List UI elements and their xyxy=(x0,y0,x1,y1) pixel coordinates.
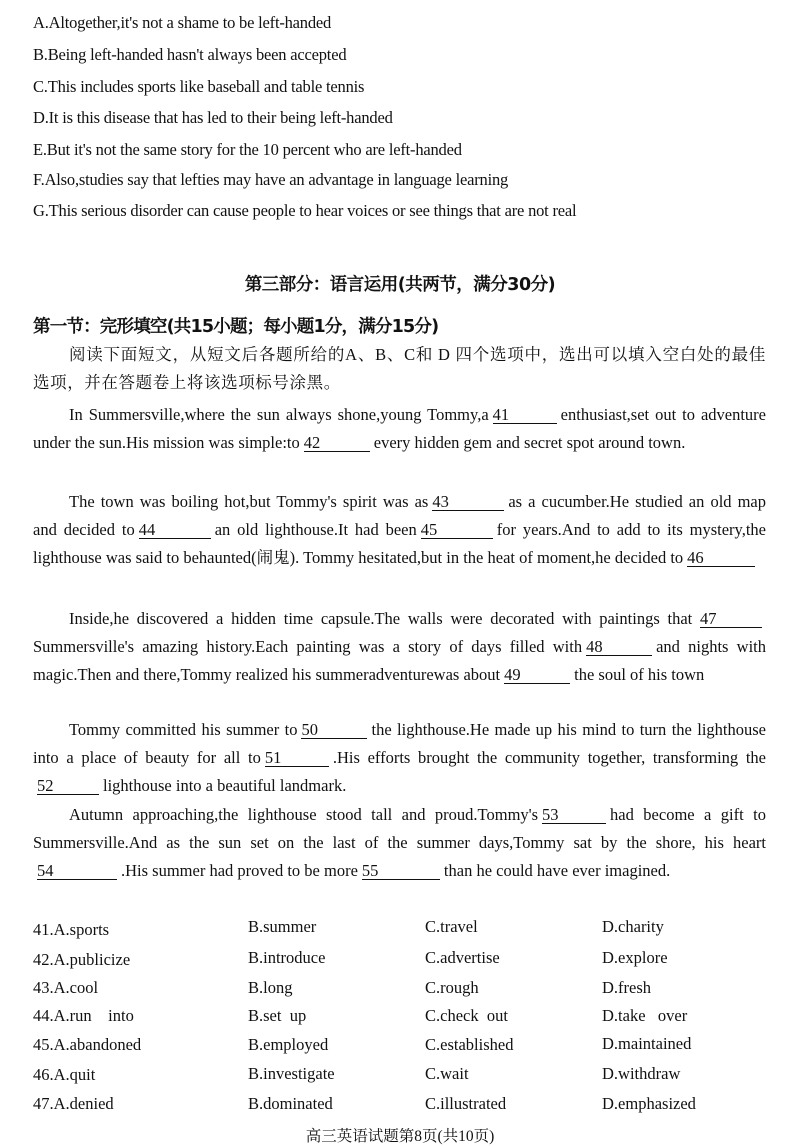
text: for years.And to add to its mystery,the lighthouse was said to behaunted(闹鬼). Tommy hesitated,but in the heat of moment,he decided to xyxy=(33,519,766,567)
choice-b: B.summer xyxy=(248,917,317,936)
text: as a cucumber.He studied an old map and decided to xyxy=(33,492,766,539)
passage-paragraph-2 xyxy=(33,488,766,571)
choice-b: B.introduce xyxy=(248,948,326,967)
blank-43: 43 xyxy=(432,493,504,511)
choice-row-44 xyxy=(0,1006,800,1030)
blank-54: 54 xyxy=(37,862,117,880)
blank-52: 52 xyxy=(37,777,99,795)
choice-a: 47.A.denied xyxy=(33,1094,114,1113)
choice-row-47 xyxy=(0,1094,800,1118)
choice-c: C.check out xyxy=(425,1006,508,1025)
choice-c: C.rough xyxy=(425,978,479,997)
text: .His efforts brought the community together, transforming the xyxy=(332,747,766,767)
choice-d: D.explore xyxy=(602,948,668,967)
choice-c: C.established xyxy=(425,1035,514,1054)
blank-51: 51 xyxy=(265,749,329,767)
blank-49: 49 xyxy=(504,666,570,684)
choice-d: D.emphasized xyxy=(602,1094,696,1113)
choice-b: B.set up xyxy=(248,1006,307,1025)
choice-d: D.take over xyxy=(602,1006,688,1025)
choice-row-46 xyxy=(0,1065,800,1089)
choice-a: 41.A.sports xyxy=(33,920,110,939)
option-e: E.But it's not the same story for the 10 percent who are left-handed xyxy=(33,140,462,159)
blank-44: 44 xyxy=(139,521,211,539)
choice-b: B.long xyxy=(248,978,293,997)
option-a: A.Altogether,it's not a shame to be left-handed xyxy=(33,13,332,32)
choice-row-45 xyxy=(0,1035,800,1059)
passage-paragraph-1 xyxy=(33,401,766,457)
choice-row-41 xyxy=(0,917,800,944)
choice-a: 43.A.cool xyxy=(33,978,99,997)
choice-c: C.wait xyxy=(425,1064,469,1083)
text: an old lighthouse.It had been xyxy=(214,519,417,539)
choice-a: 42.A.publicize xyxy=(33,950,131,969)
choice-b: B.investigate xyxy=(248,1064,335,1083)
text: .His summer had proved to be more xyxy=(121,860,358,880)
text: Inside,he discovered a hidden time capsule.The walls were decorated with paintings that xyxy=(69,609,693,628)
text: Autumn approaching,the lighthouse stood tall and proud.Tommy's xyxy=(69,805,539,824)
choice-d: D.maintained xyxy=(602,1034,692,1053)
instructions: 阅读下面短文，从短文后各题所给的A、B、C和 D 四个选项中，选出可以填入空白处的最佳选项，并在答题卷上将该选项标号涂黑。 xyxy=(33,345,766,392)
blank-41: 41 xyxy=(493,406,557,424)
choice-a: 44.A.run into xyxy=(33,1006,134,1025)
option-f: F.Also,studies say that lefties may have an advantage in language learning xyxy=(33,170,509,189)
choice-b: B.dominated xyxy=(248,1094,333,1113)
choice-row-43 xyxy=(0,978,800,1002)
choice-d: D.charity xyxy=(602,917,664,936)
blank-50: 50 xyxy=(301,721,367,739)
choice-b: B.employed xyxy=(248,1035,329,1054)
choice-a: 46.A.quit xyxy=(33,1065,96,1084)
text: every hidden gem and secret spot around town. xyxy=(373,432,686,452)
text: the soul of his town xyxy=(574,664,705,684)
blank-55: 55 xyxy=(362,862,440,880)
option-c: C.This includes sports like baseball and table tennis xyxy=(33,77,365,96)
choice-d: D.fresh xyxy=(602,978,652,997)
blank-53: 53 xyxy=(542,806,606,824)
option-d: D.It is this disease that has led to their being left-handed xyxy=(33,108,393,127)
text: the lighthouse.He made up his mind to turn the lighthouse into a place of beauty for all to xyxy=(33,720,766,767)
text: Tommy committed his summer to xyxy=(69,720,298,739)
text: In Summersville,where the sun always shone,young Tommy,a xyxy=(69,405,489,424)
part-three-title: 第三部分：语言运用(共两节，满分30分) xyxy=(244,275,556,295)
blank-42: 42 xyxy=(304,434,370,452)
passage-paragraph-4 xyxy=(33,716,766,799)
page-footer: 高三英语试题第8页(共10页) xyxy=(305,1128,495,1145)
section-one-title: 第一节：完形填空(共15小题；每小题1分，满分15分) xyxy=(33,317,439,337)
passage-paragraph-3 xyxy=(33,605,766,688)
blank-48: 48 xyxy=(586,638,652,656)
choice-c: C.illustrated xyxy=(425,1094,507,1113)
text: enthusiast,set out to adventure under the sun.His mission was simple:to xyxy=(33,405,767,452)
choice-d: D.withdraw xyxy=(602,1064,681,1083)
passage-paragraph-5 xyxy=(33,801,766,884)
choice-c: C.travel xyxy=(425,917,478,936)
text: than he could have ever imagined. xyxy=(443,860,671,880)
text: had become a gift to Summersville.And as the sun set on the last of the summer days,Tommy sat by the shore, his heart xyxy=(33,805,766,852)
blank-47: 47 xyxy=(700,610,762,628)
choice-a: 45.A.abandoned xyxy=(33,1035,142,1054)
blank-45: 45 xyxy=(421,521,493,539)
option-g: G.This serious disorder can cause people to hear voices or see things that are not real xyxy=(33,201,577,220)
text: The town was boiling hot,but Tommy's spirit was as xyxy=(69,492,429,511)
choice-c: C.advertise xyxy=(425,948,500,967)
option-b: B.Being left-handed hasn't always been accepted xyxy=(33,45,347,64)
text: and nights with magic.Then and there,Tommy realized his summeradventurewas about xyxy=(33,636,767,684)
text: lighthouse into a beautiful landmark. xyxy=(103,775,347,795)
choice-row-42 xyxy=(0,950,800,974)
text: Summersville's amazing history.Each painting was a story of days filled with xyxy=(33,636,583,656)
blank-46: 46 xyxy=(687,549,755,567)
